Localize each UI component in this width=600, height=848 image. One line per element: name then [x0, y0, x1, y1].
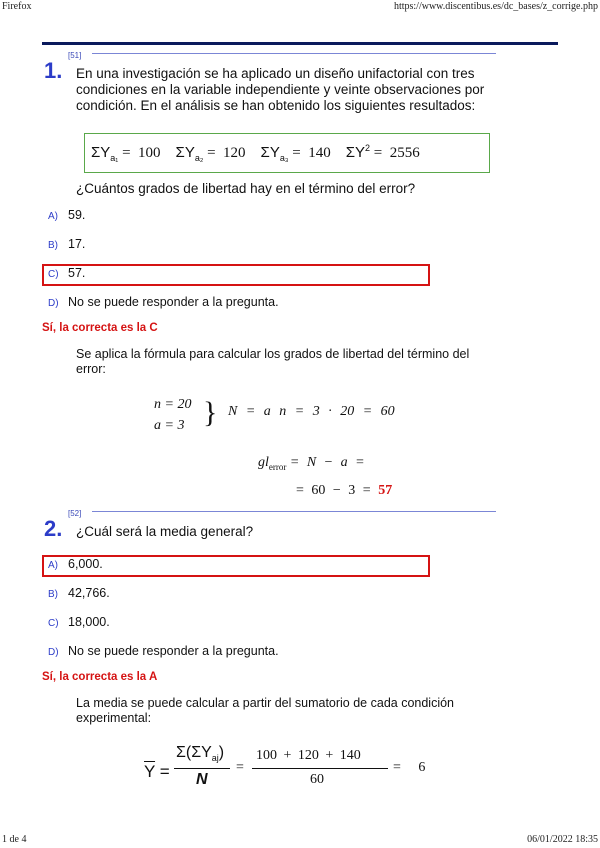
frac1-sub: aj — [211, 753, 219, 764]
q1-math-result — [296, 483, 392, 499]
q2-option-a[interactable]: 6,000. — [68, 557, 103, 571]
frac1-num — [176, 744, 224, 763]
q1-math-n: n = 20 — [154, 397, 192, 412]
q1-option-d-letter: D) — [48, 298, 59, 309]
brace: } — [203, 396, 218, 429]
q1-question: ¿Cuántos grados de libertad hay en el término del error? — [76, 181, 416, 196]
q1-option-b-letter: B) — [48, 240, 58, 251]
page-url: https://www.discentibus.es/dc_bases/z_corrige.php — [393, 1, 598, 12]
top-divider — [42, 42, 558, 45]
browser-name: Firefox — [2, 1, 32, 12]
gl-sub: error — [268, 461, 287, 472]
q1-selected-box — [42, 264, 430, 286]
result-value: 57 — [378, 483, 393, 498]
sum-ya2: 120 — [223, 145, 246, 161]
gl-rest: = N − a = — [289, 455, 365, 470]
q1-text: En una investigación se ha aplicado un diseño unifactorial con tres condiciones en la variable independiente y veinte observaciones por condición. En el análisis se han obtenido los siguientes resultados: — [76, 66, 485, 113]
frac2-num: 100 + 120 + 140 — [256, 748, 361, 763]
sum-y2: 2556 — [389, 145, 420, 161]
print-datetime: 06/01/2022 18:35 — [527, 834, 598, 845]
ybar-symbol: $\overline{Y}$ — [144, 762, 156, 781]
q2-option-c[interactable]: 18,000. — [68, 615, 110, 629]
q2-option-d[interactable]: No se puede responder a la pregunta. — [68, 644, 279, 658]
q2-answer: Sí, la correcta es la A — [42, 671, 158, 683]
frac1-close: ) — [218, 744, 225, 761]
q1-answer: Sí, la correcta es la C — [42, 322, 158, 334]
q2-option-b-letter: B) — [48, 589, 58, 600]
q2-option-d-letter: D) — [48, 647, 59, 658]
q2-option-a-letter: A) — [48, 560, 58, 571]
q1-option-a-letter: A) — [48, 211, 58, 222]
q1-option-c[interactable]: 57. — [68, 266, 86, 280]
gl-symbol: gl — [258, 455, 269, 470]
q2-tag: [52] — [68, 509, 82, 518]
frac2-den: 60 — [310, 772, 324, 787]
q2-option-b[interactable]: 42,766. — [68, 586, 110, 600]
sum-ya1: 100 — [138, 145, 161, 161]
page-counter: 1 de 4 — [2, 834, 27, 845]
q1-option-a[interactable]: 59. — [68, 208, 86, 222]
q1-tag: [51] — [68, 51, 82, 60]
q1-option-d[interactable]: No se puede responder a la pregunta. — [68, 295, 279, 309]
q1-number: 1. — [44, 58, 63, 83]
q2-rule — [92, 511, 496, 512]
sum-ya3: 140 — [308, 145, 331, 161]
q2-option-c-letter: C) — [48, 618, 59, 629]
q2-text: ¿Cuál será la media general? — [76, 524, 254, 539]
ybar: $\overline{Y}$ = — [144, 762, 170, 781]
q1-option-b[interactable]: 17. — [68, 237, 86, 251]
q1-math-a: a = 3 — [154, 418, 185, 433]
frac1-bar — [174, 768, 230, 769]
q2-number: 2. — [44, 516, 63, 541]
q2-explanation: La media se puede calcular a partir del sumatorio de cada condición experimental: — [76, 696, 455, 725]
q2-result-value: 6 — [418, 760, 426, 775]
q1-math-N: N = a n = 3 · 20 = 60 — [228, 404, 395, 419]
q1-option-c-letter: C) — [48, 269, 59, 280]
q1-math-gl — [258, 455, 365, 472]
q1-formula-box: $\Sigma Y_{a_1} = 100$ $\Sigma Y_{a_2} = 120$ $\Sigma Y_{a_3} = 140$ $\Sigma Y^2 = 2556$ — [84, 133, 490, 173]
eq2: = — [236, 760, 244, 775]
q1-rule — [92, 53, 496, 54]
q1-explanation: Se aplica la fórmula para calcular los grados de libertad del término del error: — [76, 347, 470, 376]
frac2-bar — [252, 768, 388, 769]
frac1-num-text: Σ(ΣY — [176, 744, 212, 761]
frac1-den: N — [196, 771, 208, 788]
result-prefix: = 60 − 3 = — [296, 483, 371, 498]
q2-result: = 6 — [393, 760, 426, 775]
